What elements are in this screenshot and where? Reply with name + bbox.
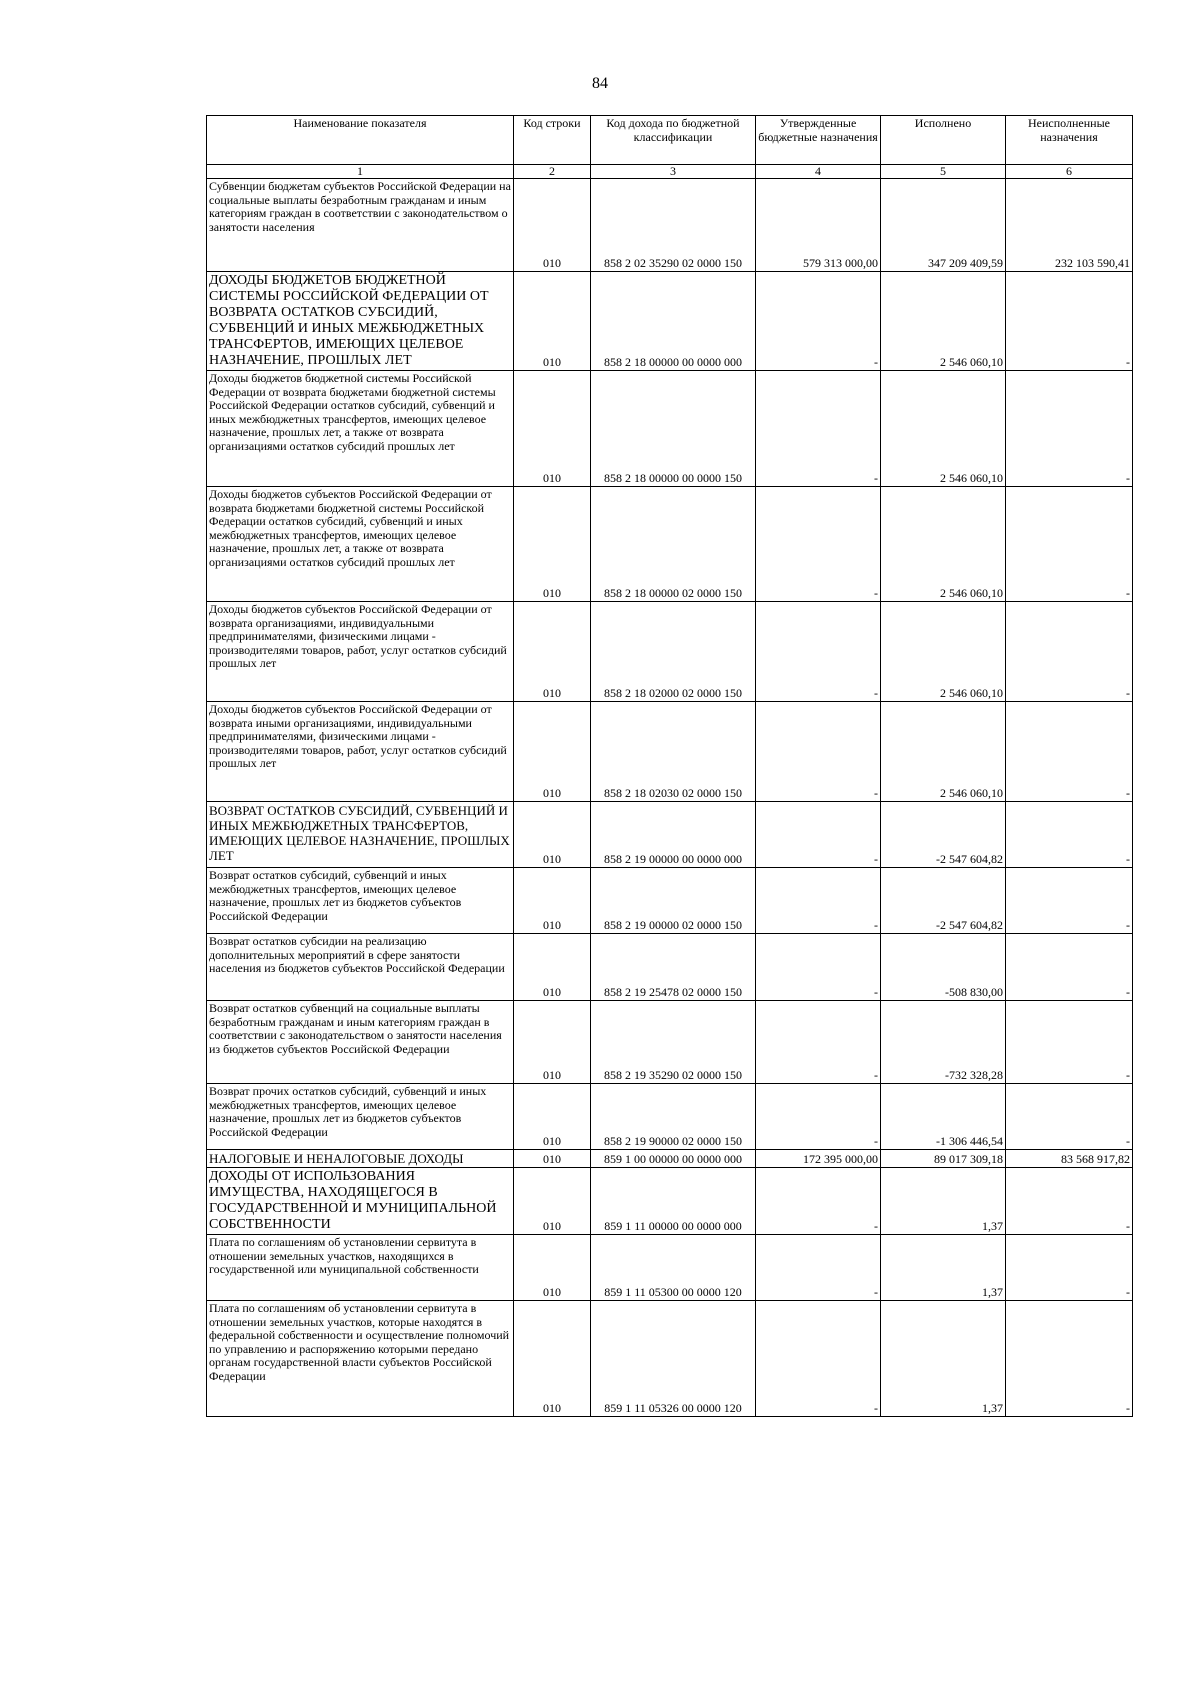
row-line-code: 010 [514, 1084, 591, 1150]
table-row [207, 272, 1133, 371]
row-income-code: 858 2 19 00000 00 0000 000 [591, 802, 756, 868]
row-line-code: 010 [514, 868, 591, 934]
row-line-code: 010 [514, 1301, 591, 1417]
table-row [207, 802, 1133, 868]
column-number: 6 [1006, 165, 1133, 179]
header-name: Наименование показателя [207, 116, 514, 165]
row-unexecuted: - [1006, 1001, 1133, 1084]
row-name: Плата по соглашениям об установлении сервитута в отношении земельных участков, находящихся в государственной или муниципальной собственности [207, 1235, 514, 1301]
row-line-code: 010 [514, 272, 591, 371]
row-executed: -1 306 446,54 [881, 1084, 1006, 1150]
row-name: Возврат прочих остатков субсидий, субвенций и иных межбюджетных трансфертов, имеющих целевое назначение, прошлых лет из бюджетов субъектов Российской Федерации [207, 1084, 514, 1150]
row-income-code: 858 2 18 02000 02 0000 150 [591, 602, 756, 702]
table-row [207, 934, 1133, 1001]
table-row [207, 487, 1133, 602]
row-executed: 89 017 309,18 [881, 1150, 1006, 1168]
row-name: Доходы бюджетов субъектов Российской Федерации от возврата иными организациями, индивидуальными предпринимателями, физическими лицами - производителями товаров, работ, услуг остатков субсидий прошлых лет [207, 702, 514, 802]
row-line-code: 010 [514, 1168, 591, 1235]
row-line-code: 010 [514, 1235, 591, 1301]
row-approved: - [756, 371, 881, 487]
row-executed: 1,37 [881, 1168, 1006, 1235]
row-unexecuted: - [1006, 371, 1133, 487]
row-unexecuted: - [1006, 602, 1133, 702]
row-name: Возврат остатков субсидий, субвенций и иных межбюджетных трансфертов, имеющих целевое назначение, прошлых лет из бюджетов субъектов Российской Федерации [207, 868, 514, 934]
row-executed: 2 546 060,10 [881, 602, 1006, 702]
header-approved: Утвержденные бюджетные назначения [756, 116, 881, 165]
row-executed: -2 547 604,82 [881, 802, 1006, 868]
row-name: ДОХОДЫ БЮДЖЕТОВ БЮДЖЕТНОЙ СИСТЕМЫ РОССИЙСКОЙ ФЕДЕРАЦИИ ОТ ВОЗВРАТА ОСТАТКОВ СУБСИДИЙ, СУБВЕНЦИЙ И ИНЫХ МЕЖБЮДЖЕТНЫХ ТРАНСФЕРТОВ, ИМЕЮЩИХ ЦЕЛЕВОЕ НАЗНАЧЕНИЕ, ПРОШЛЫХ ЛЕТ [207, 272, 514, 371]
table-row [207, 1001, 1133, 1084]
column-number-row [207, 165, 1133, 179]
header-row [207, 116, 1133, 165]
table-row [207, 1084, 1133, 1150]
row-executed: 1,37 [881, 1235, 1006, 1301]
row-name: Субвенции бюджетам субъектов Российской Федерации на социальные выплаты безработным гражданам и иным категориям граждан в соответствии с законодательством о занятости населения [207, 179, 514, 272]
row-name: Возврат остатков субвенций на социальные выплаты безработным гражданам и иным категориям граждан в соответствии с законодательством о занятости населения из бюджетов субъектов Российской Федерации [207, 1001, 514, 1084]
budget-report-table [206, 115, 1133, 1417]
row-executed: -732 328,28 [881, 1001, 1006, 1084]
row-approved: - [756, 1084, 881, 1150]
row-unexecuted: - [1006, 934, 1133, 1001]
row-unexecuted: - [1006, 1235, 1133, 1301]
row-executed: 2 546 060,10 [881, 272, 1006, 371]
table-row [207, 1301, 1133, 1417]
row-name: Плата по соглашениям об установлении сервитута в отношении земельных участков, которые находятся в федеральной собственности и осуществление полномочий по управлению и распоряжению которыми передано органам государственной власти субъектов Российской Федерации [207, 1301, 514, 1417]
row-line-code: 010 [514, 1001, 591, 1084]
table-row [207, 1235, 1133, 1301]
row-approved: - [756, 868, 881, 934]
row-line-code: 010 [514, 802, 591, 868]
row-income-code: 859 1 11 00000 00 0000 000 [591, 1168, 756, 1235]
row-line-code: 010 [514, 179, 591, 272]
row-executed: 2 546 060,10 [881, 371, 1006, 487]
row-approved: - [756, 272, 881, 371]
page-number: 84 [592, 75, 608, 92]
table-row [207, 702, 1133, 802]
row-name: Доходы бюджетов субъектов Российской Федерации от возврата организациями, индивидуальными предпринимателями, физическими лицами - производителями товаров, работ, услуг остатков субсидий прошлых лет [207, 602, 514, 702]
row-executed: 2 546 060,10 [881, 702, 1006, 802]
row-executed: -2 547 604,82 [881, 868, 1006, 934]
column-number: 2 [514, 165, 591, 179]
row-executed: 347 209 409,59 [881, 179, 1006, 272]
row-line-code: 010 [514, 1150, 591, 1168]
row-name: Возврат остатков субсидии на реализацию дополнительных мероприятий в сфере занятости населения из бюджетов субъектов Российской Федерации [207, 934, 514, 1001]
table-row [207, 868, 1133, 934]
table-row [207, 1168, 1133, 1235]
table-row [207, 1150, 1133, 1168]
header-income-code: Код дохода по бюджетной классификации [591, 116, 756, 165]
row-line-code: 010 [514, 934, 591, 1001]
row-line-code: 010 [514, 371, 591, 487]
column-number: 1 [207, 165, 514, 179]
row-name: НАЛОГОВЫЕ И НЕНАЛОГОВЫЕ ДОХОДЫ [207, 1150, 514, 1168]
row-income-code: 858 2 19 90000 02 0000 150 [591, 1084, 756, 1150]
row-approved: - [756, 702, 881, 802]
row-approved: - [756, 1001, 881, 1084]
row-unexecuted: - [1006, 487, 1133, 602]
row-name: Доходы бюджетов субъектов Российской Федерации от возврата бюджетами бюджетной системы Российской Федерации остатков субсидий, субвенций и иных межбюджетных трансфертов, имеющих целевое назначение, прошлых лет, а также от возврата организациями остатков субсидий прошлых лет [207, 487, 514, 602]
row-name: ВОЗВРАТ ОСТАТКОВ СУБСИДИЙ, СУБВЕНЦИЙ И ИНЫХ МЕЖБЮДЖЕТНЫХ ТРАНСФЕРТОВ, ИМЕЮЩИХ ЦЕЛЕВОЕ НАЗНАЧЕНИЕ, ПРОШЛЫХ ЛЕТ [207, 802, 514, 868]
table-row [207, 179, 1133, 272]
row-income-code: 858 2 19 00000 02 0000 150 [591, 868, 756, 934]
row-unexecuted: - [1006, 1301, 1133, 1417]
row-executed: -508 830,00 [881, 934, 1006, 1001]
row-income-code: 859 1 11 05300 00 0000 120 [591, 1235, 756, 1301]
row-income-code: 859 1 00 00000 00 0000 000 [591, 1150, 756, 1168]
row-income-code: 859 1 11 05326 00 0000 120 [591, 1301, 756, 1417]
row-approved: - [756, 1168, 881, 1235]
table-row [207, 371, 1133, 487]
row-unexecuted: 232 103 590,41 [1006, 179, 1133, 272]
row-income-code: 858 2 19 35290 02 0000 150 [591, 1001, 756, 1084]
row-approved: - [756, 487, 881, 602]
header-line-code: Код строки [514, 116, 591, 165]
column-number: 5 [881, 165, 1006, 179]
row-unexecuted: - [1006, 868, 1133, 934]
row-name: Доходы бюджетов бюджетной системы Российской Федерации от возврата бюджетами бюджетной системы Российской Федерации остатков субсидий, субвенций и иных межбюджетных трансфертов, имеющих целевое назначение, прошлых лет, а также от возврата организациями остатков субсидий прошлых лет [207, 371, 514, 487]
row-approved: 579 313 000,00 [756, 179, 881, 272]
row-line-code: 010 [514, 487, 591, 602]
row-executed: 1,37 [881, 1301, 1006, 1417]
row-name: ДОХОДЫ ОТ ИСПОЛЬЗОВАНИЯ ИМУЩЕСТВА, НАХОДЯЩЕГОСЯ В ГОСУДАРСТВЕННОЙ И МУНИЦИПАЛЬНОЙ СОБСТВЕННОСТИ [207, 1168, 514, 1235]
row-income-code: 858 2 18 00000 00 0000 000 [591, 272, 756, 371]
column-number: 3 [591, 165, 756, 179]
row-income-code: 858 2 18 00000 00 0000 150 [591, 371, 756, 487]
row-line-code: 010 [514, 602, 591, 702]
row-approved: - [756, 802, 881, 868]
row-approved: 172 395 000,00 [756, 1150, 881, 1168]
header-unexecuted: Неисполненные назначения [1006, 116, 1133, 165]
row-unexecuted: - [1006, 1168, 1133, 1235]
row-unexecuted: - [1006, 702, 1133, 802]
row-unexecuted: - [1006, 1084, 1133, 1150]
row-approved: - [756, 1301, 881, 1417]
row-income-code: 858 2 18 02030 02 0000 150 [591, 702, 756, 802]
row-approved: - [756, 602, 881, 702]
column-number: 4 [756, 165, 881, 179]
row-income-code: 858 2 19 25478 02 0000 150 [591, 934, 756, 1001]
table-row [207, 602, 1133, 702]
header-executed: Исполнено [881, 116, 1006, 165]
row-executed: 2 546 060,10 [881, 487, 1006, 602]
row-income-code: 858 2 18 00000 02 0000 150 [591, 487, 756, 602]
row-unexecuted: - [1006, 802, 1133, 868]
row-unexecuted: 83 568 917,82 [1006, 1150, 1133, 1168]
row-unexecuted: - [1006, 272, 1133, 371]
row-approved: - [756, 1235, 881, 1301]
row-line-code: 010 [514, 702, 591, 802]
row-income-code: 858 2 02 35290 02 0000 150 [591, 179, 756, 272]
row-approved: - [756, 934, 881, 1001]
